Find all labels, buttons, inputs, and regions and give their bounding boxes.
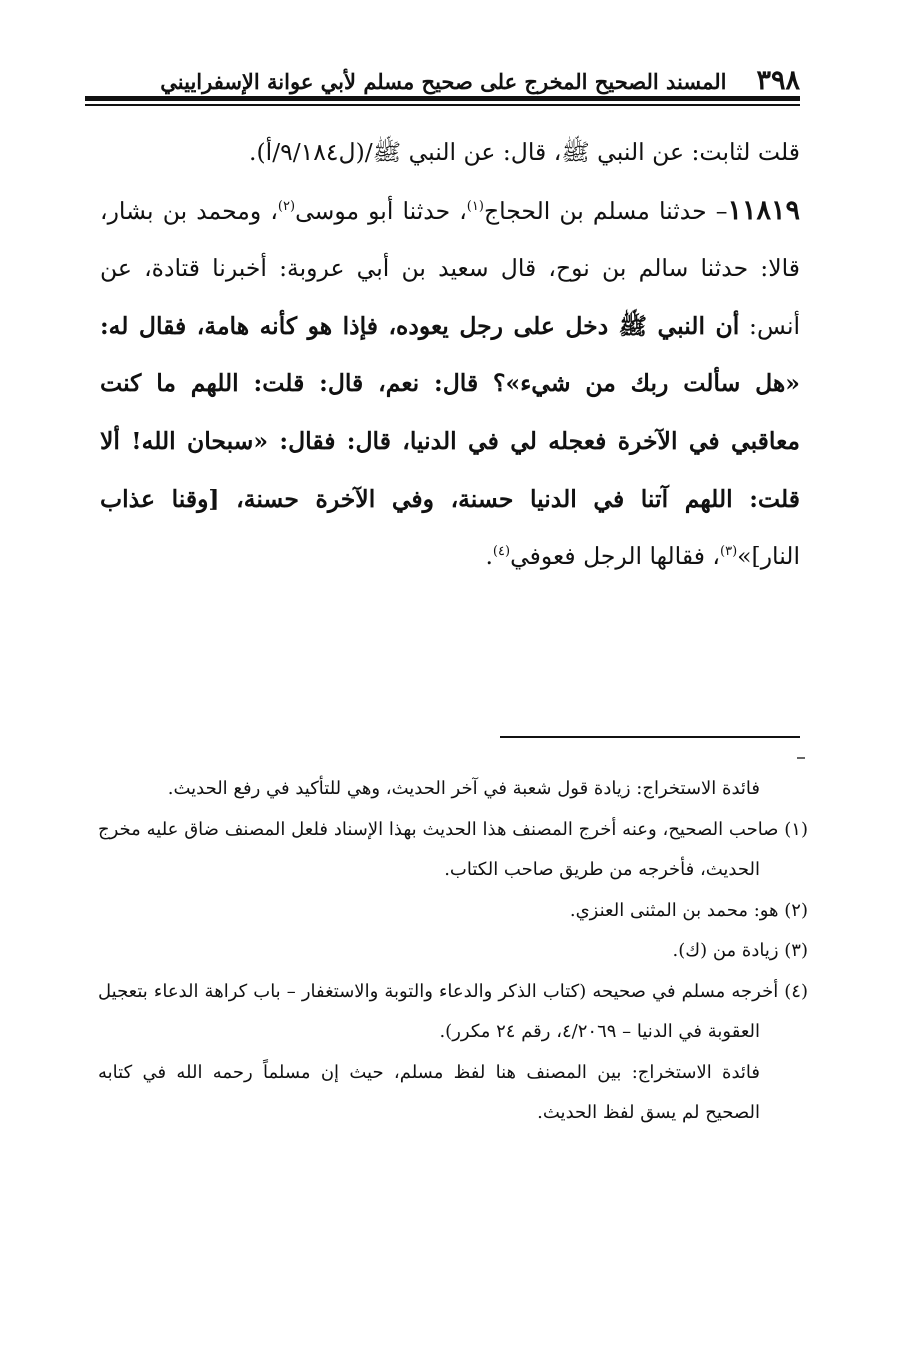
isnad-part-1: – حدثنا مسلم بن الحجاج: [483, 196, 728, 225]
footnote-dash-mark: [797, 757, 805, 759]
footnote-ref-4[interactable]: (٤): [492, 544, 511, 560]
footnote-4-benefit: فائدة الاستخراج: بين المصنف هنا لفظ مسلم، حيث إن مسلماً رحمه الله في كتابه الصحيح لم يسق لفظ الحديث.: [98, 1061, 760, 1123]
footnote-1: (١) صاحب الصحيح، وعنه أخرج المصنف هذا الحديث بهذا الإسناد فلعل المصنف ضاق عليه مخرج الحديث، فأخرجه من طريق صاحب الكتاب.: [98, 818, 808, 880]
footnotes: [98, 769, 808, 1134]
footnote-intro-benefit: فائدة الاستخراج: زيادة قول شعبة في آخر الحديث، وهي للتأكيد في رفع الحديث.: [167, 778, 760, 799]
header-rule-thin: [85, 104, 800, 106]
footnote-3: (٣) زيادة من (ك).: [672, 940, 808, 961]
footnote-2: (٢) هو: محمد بن المثنى العنزي.: [569, 899, 808, 921]
footnote-ref-3[interactable]: (٣): [720, 544, 738, 560]
hadith-paragraph: [100, 182, 800, 586]
footnote-ref-2[interactable]: (٢): [277, 198, 296, 214]
running-title: المسند الصحيح المخرج على صحيح مسلم لأبي عوانة الإسفراييني: [160, 69, 727, 94]
page-header: [85, 58, 800, 94]
hadith-number: ١١٨١٩: [727, 194, 800, 226]
closing-text: ، فقالها الرجل فعوفي: [510, 542, 721, 571]
matn-end: النار]»: [737, 542, 800, 571]
footnote-separator: [500, 736, 800, 738]
matn-bold: أن النبي ﷺ دخل على رجل يعوده، فإذا هو كأنه هامة، فقال له: «هل سألت ربك من شيء»؟ قال: نعم، قال: قلت: اللهم ما كنت معاقبي في الآخرة فعجله لي في الدنيا، قال: فقال: «سبحان الله! ألا قلت: اللهم آتنا في الدنيا حسنة، وفي الآخرة حسنة، [وقنا عذاب: [100, 311, 800, 513]
footnote-4: (٤) أخرجه مسلم في صحيحه (كتاب الذكر والدعاء والتوبة والاستغفار – باب كراهة الدعاء بتعجيل العقوبة في الدنيا – ٤/٢٠٦٩، رقم ٢٤ مكرر).: [98, 980, 808, 1042]
opening-line: قلت لثابت: عن النبي ﷺ، قال: عن النبي ﷺ/(ل٩/١٨٤/أ).: [249, 138, 800, 166]
isnad-part-3: ، ومحمد بن بشار، قالا: حدثنا سالم بن نوح، قال سعيد بن أبي عروبة: أخبرنا قتادة، عن أنس:: [100, 196, 801, 340]
footnote-ref-1[interactable]: (١): [466, 198, 484, 214]
final-period: .: [485, 542, 493, 571]
main-text: [100, 124, 800, 586]
header-rule-thick: [85, 96, 800, 101]
isnad-part-2: ، حدثنا أبو موسى: [295, 196, 467, 225]
page-number: ٣٩٨: [756, 65, 800, 96]
